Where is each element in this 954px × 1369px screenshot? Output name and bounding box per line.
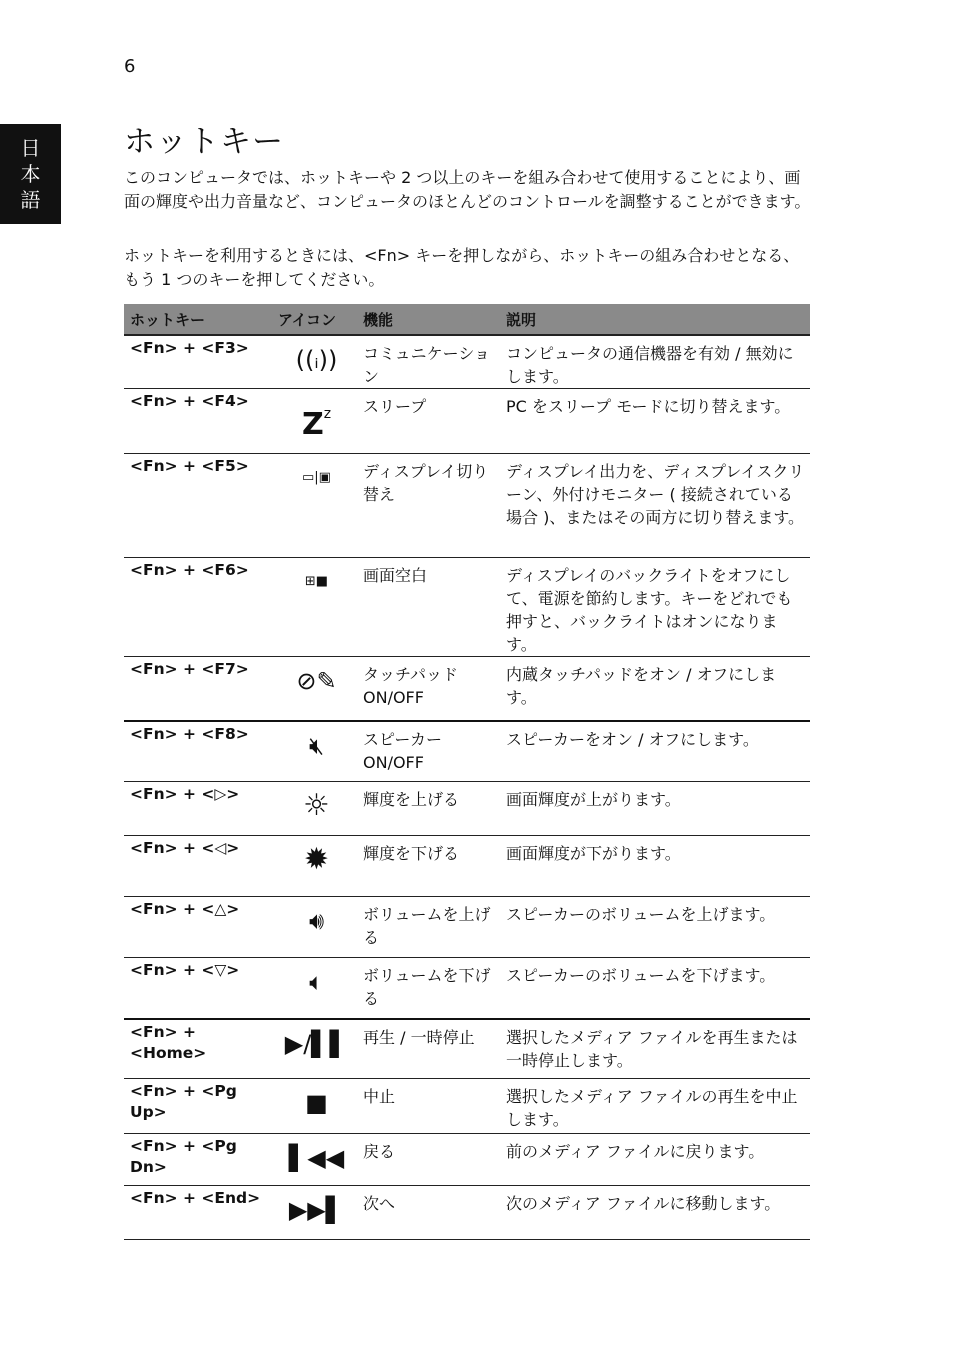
table-row xyxy=(124,1186,810,1240)
table-row xyxy=(124,836,810,897)
brightness-down-icon: ✹ xyxy=(303,842,330,877)
description-cell: 画面輝度が下がります。 xyxy=(504,836,810,897)
hotkey-cell: <Fn> + <F5> xyxy=(124,454,272,558)
hotkey-cell: <Fn> + <F3> xyxy=(124,335,272,389)
function-cell: 輝度を上げる xyxy=(361,782,504,836)
description-cell: PC をスリープ モードに切り替えます。 xyxy=(504,389,810,454)
header-icon: アイコン xyxy=(272,304,361,335)
function-cell: スリープ xyxy=(361,389,504,454)
description-cell: 内蔵タッチパッドをオン / オフにします。 xyxy=(504,657,810,721)
table-header-row xyxy=(124,304,810,335)
description-cell: 選択したメディア ファイルの再生を中止します。 xyxy=(504,1079,810,1134)
hotkey-cell: <Fn> + <▷> xyxy=(124,782,272,836)
function-cell: タッチパッド ON/OFF xyxy=(361,657,504,721)
table-row xyxy=(124,1134,810,1186)
hotkey-cell: <Fn> + <Home> xyxy=(124,1019,272,1079)
hotkey-cell: <Fn> + <End> xyxy=(124,1186,272,1240)
hotkey-cell: <Fn> + <F8> xyxy=(124,721,272,782)
description-cell: ディスプレイ出力を、ディスプレイスクリーン、外付けモニター ( 接続されている場合 )、またはその両方に切り替えます。 xyxy=(504,454,810,558)
function-cell: ボリュームを上げる xyxy=(361,897,504,958)
function-cell: 次へ xyxy=(361,1186,504,1240)
function-cell: スピーカー ON/OFF xyxy=(361,721,504,782)
communication-icon: ((ᵢ)) xyxy=(295,346,338,374)
description-cell: スピーカーのボリュームを上げます。 xyxy=(504,897,810,958)
header-hotkey: ホットキー xyxy=(124,304,272,335)
intro-paragraph: このコンピュータでは、ホットキーや 2 つ以上のキーを組み合わせて使用することにより、画面の輝度や出力音量など、コンピュータのほとんどのコントロールを調整することができます。 xyxy=(124,168,811,211)
touchpad-toggle-icon: ⊘✎ xyxy=(296,667,337,695)
table-row xyxy=(124,1079,810,1134)
function-cell: コミュニケーション xyxy=(361,335,504,389)
table-row xyxy=(124,335,810,389)
intro-paragraph: ホットキーを利用するときには、<Fn> キーを押しながら、ホットキーの組み合わせとなる、もう 1 つのキーを押してください。 xyxy=(124,246,800,289)
table-row xyxy=(124,558,810,657)
function-cell: 画面空白 xyxy=(361,558,504,657)
hotkey-cell: <Fn> + <F6> xyxy=(124,558,272,657)
header-description: 説明 xyxy=(504,304,810,335)
language-tab xyxy=(0,124,61,224)
function-cell: ディスプレイ切り替え xyxy=(361,454,504,558)
page-title: ホットキー xyxy=(124,124,284,160)
sleep-icon: $Z^z$ xyxy=(301,406,332,442)
table-row xyxy=(124,958,810,1019)
description-cell: 画面輝度が上がります。 xyxy=(504,782,810,836)
volume-up-icon: 🔊︎ xyxy=(308,907,325,935)
speaker-mute-icon: 🔇︎ xyxy=(308,731,325,760)
hotkey-cell: <Fn> + <▽> xyxy=(124,958,272,1019)
function-cell: 中止 xyxy=(361,1079,504,1134)
description-cell: スピーカーをオン / オフにします。 xyxy=(504,721,810,782)
table-row xyxy=(124,454,810,558)
play-pause-icon: ▶/▌▌ xyxy=(284,1029,349,1058)
screen-blank-icon: ⊞■ xyxy=(304,574,329,589)
hotkey-cell: <Fn> + <F7> xyxy=(124,657,272,721)
stop-icon: ■ xyxy=(305,1089,328,1117)
hotkey-cell: <Fn> + <F4> xyxy=(124,389,272,454)
page-number: 6 xyxy=(124,56,136,77)
display-toggle-icon: ▭|▣ xyxy=(302,470,331,485)
description-cell: 選択したメディア ファイルを再生または一時停止します。 xyxy=(504,1019,810,1079)
header-function: 機能 xyxy=(361,304,504,335)
function-cell: ボリュームを下げる xyxy=(361,958,504,1019)
brightness-up-icon: ☼ xyxy=(303,788,330,823)
volume-down-icon: 🔈︎ xyxy=(309,968,324,996)
hotkey-cell: <Fn> + <Pg Up> xyxy=(124,1079,272,1134)
hotkey-cell: <Fn> + <◁> xyxy=(124,836,272,897)
description-cell: 次のメディア ファイルに移動します。 xyxy=(504,1186,810,1240)
description-cell: 前のメディア ファイルに戻ります。 xyxy=(504,1134,810,1186)
function-cell: 再生 / 一時停止 xyxy=(361,1019,504,1079)
table-row xyxy=(124,1019,810,1079)
function-cell: 戻る xyxy=(361,1134,504,1186)
table-row xyxy=(124,782,810,836)
hotkey-cell: <Fn> + <Pg Dn> xyxy=(124,1134,272,1186)
table-row xyxy=(124,721,810,782)
description-cell: ディスプレイのバックライトをオフにして、電源を節約します。キーをどれでも押すと、バックライトはオンになります。 xyxy=(504,558,810,657)
function-cell: 輝度を下げる xyxy=(361,836,504,897)
next-icon: ▶▶▌ xyxy=(288,1196,345,1224)
lang-tab-char: 語 xyxy=(20,188,41,212)
previous-icon: ▌◀◀ xyxy=(288,1144,345,1172)
hotkey-cell: <Fn> + <△> xyxy=(124,897,272,958)
description-cell: コンピュータの通信機器を有効 / 無効にします。 xyxy=(504,335,810,389)
table-row xyxy=(124,657,810,721)
description-cell: スピーカーのボリュームを下げます。 xyxy=(504,958,810,1019)
table-row xyxy=(124,389,810,454)
lang-tab-char: 本 xyxy=(20,162,41,186)
hotkey-table xyxy=(124,304,810,1240)
table-row xyxy=(124,897,810,958)
lang-tab-char: 日 xyxy=(20,136,41,160)
